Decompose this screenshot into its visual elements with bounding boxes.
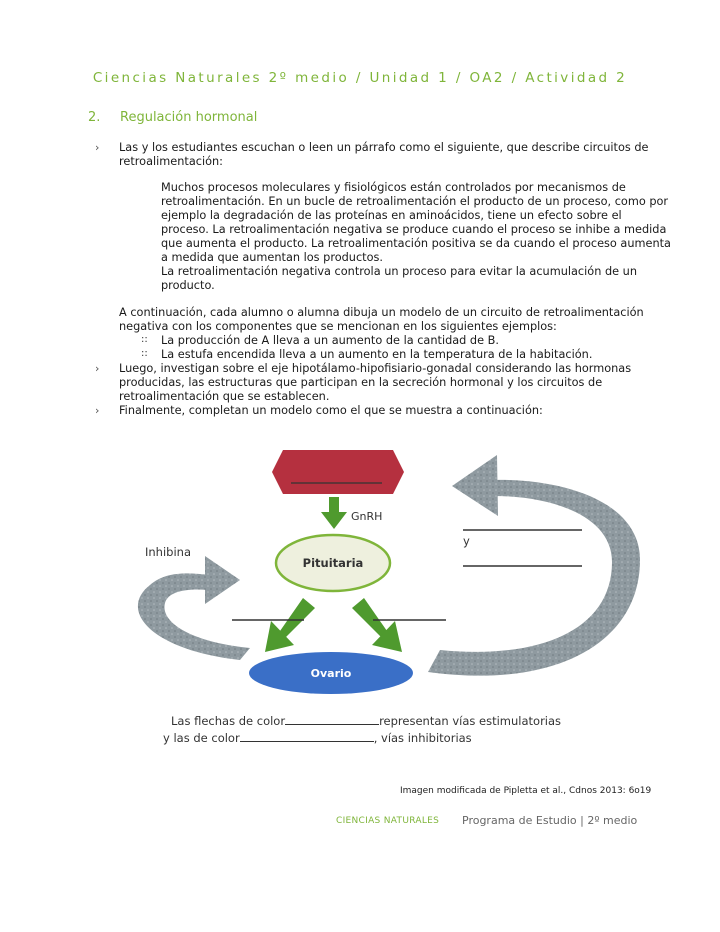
footer-program: Programa de Estudio | 2º medio — [462, 814, 638, 827]
sub-bullet-marker: :: — [141, 348, 148, 359]
inhibina-label: Inhibina — [145, 545, 191, 559]
luego-line: producidas, las estructuras que participan en la secreción hormonal y los circuitos de — [119, 376, 603, 389]
caption-blank-inhibitory — [240, 730, 374, 742]
section-number: 2. — [88, 110, 101, 125]
quote-line: que aumenta el producto. La retroalimentación positiva se da cuando el proceso aumenta — [161, 237, 671, 250]
image-credit: Imagen modificada de Pipletta et al., Cdnos 2013: 6o19 — [400, 786, 652, 796]
example-item: La producción de A lleva a un aumento de la cantidad de B. — [161, 334, 499, 347]
caption-text: y las de color — [163, 731, 240, 745]
ovary-label: Ovario — [310, 667, 352, 680]
luego-line: retroalimentación que se establecen. — [119, 390, 330, 403]
y-label: y — [463, 534, 470, 548]
quote-line: a medida que aumentan los productos. — [161, 251, 383, 264]
caption-text: , vías inhibitorias — [373, 731, 472, 745]
hpg-axis-diagram — [0, 430, 720, 720]
continue-line-1: A continuación, cada alumno o alumna dibuja un modelo de un circuito de retroalimentación — [119, 306, 644, 319]
caption-line-2 — [163, 730, 472, 745]
hypothalamus-shape — [272, 450, 404, 494]
caption-text: Las flechas de color — [171, 714, 286, 728]
caption-text: representan vías estimulatorias — [379, 714, 562, 728]
footer-subject: CIENCIAS NATURALES — [336, 816, 440, 826]
intro-line-1: Las y los estudiantes escuchan o leen un párrafo como el siguiente, que describe circuitos de — [119, 141, 649, 154]
caption-blank-stimulatory — [285, 713, 379, 725]
gnrh-label: GnRH — [351, 510, 383, 523]
luego-line: Luego, investigan sobre el eje hipotálamo-hipofisiario-gonadal considerando las hormonas — [119, 362, 632, 375]
green-arrow-right — [352, 598, 402, 652]
green-arrow-down — [321, 497, 347, 529]
page-header: Ciencias Naturales 2º medio / Unidad 1 / OA2 / Actividad 2 — [92, 70, 628, 86]
continue-line-2: negativa con los componentes que se mencionan en los siguientes ejemplos: — [119, 320, 557, 333]
quote-line: retroalimentación. En un bucle de retroalimentación el producto de un proceso, como por — [161, 195, 669, 208]
bullet-marker: › — [95, 404, 100, 417]
inhibina-curved-arrow — [138, 556, 250, 660]
bullet-marker: › — [95, 141, 100, 154]
sub-bullet-marker: :: — [141, 334, 148, 345]
pituitary-label: Pituitaria — [302, 556, 364, 570]
quote-line: Muchos procesos moleculares y fisiológicos están controlados por mecanismos de — [161, 181, 626, 194]
section-title: Regulación hormonal — [120, 110, 258, 125]
intro-line-2: retroalimentación: — [119, 155, 223, 168]
final-line: Finalmente, completan un modelo como el que se muestra a continuación: — [119, 404, 543, 417]
bullet-marker: › — [95, 362, 100, 375]
quote-line: La retroalimentación negativa controla un proceso para evitar la acumulación de un — [161, 265, 637, 278]
quote-line: ejemplo la degradación de las proteínas en aminoácidos, tiene un efecto sobre el — [161, 209, 622, 222]
example-item: La estufa encendida lleva a un aumento en la temperatura de la habitación. — [161, 348, 593, 361]
quote-line: proceso. La retroalimentación negativa se produce cuando el proceso se inhibe a medida — [161, 223, 667, 236]
quote-line: producto. — [161, 279, 215, 292]
caption-line-1 — [171, 713, 561, 728]
green-arrow-left — [265, 598, 315, 652]
